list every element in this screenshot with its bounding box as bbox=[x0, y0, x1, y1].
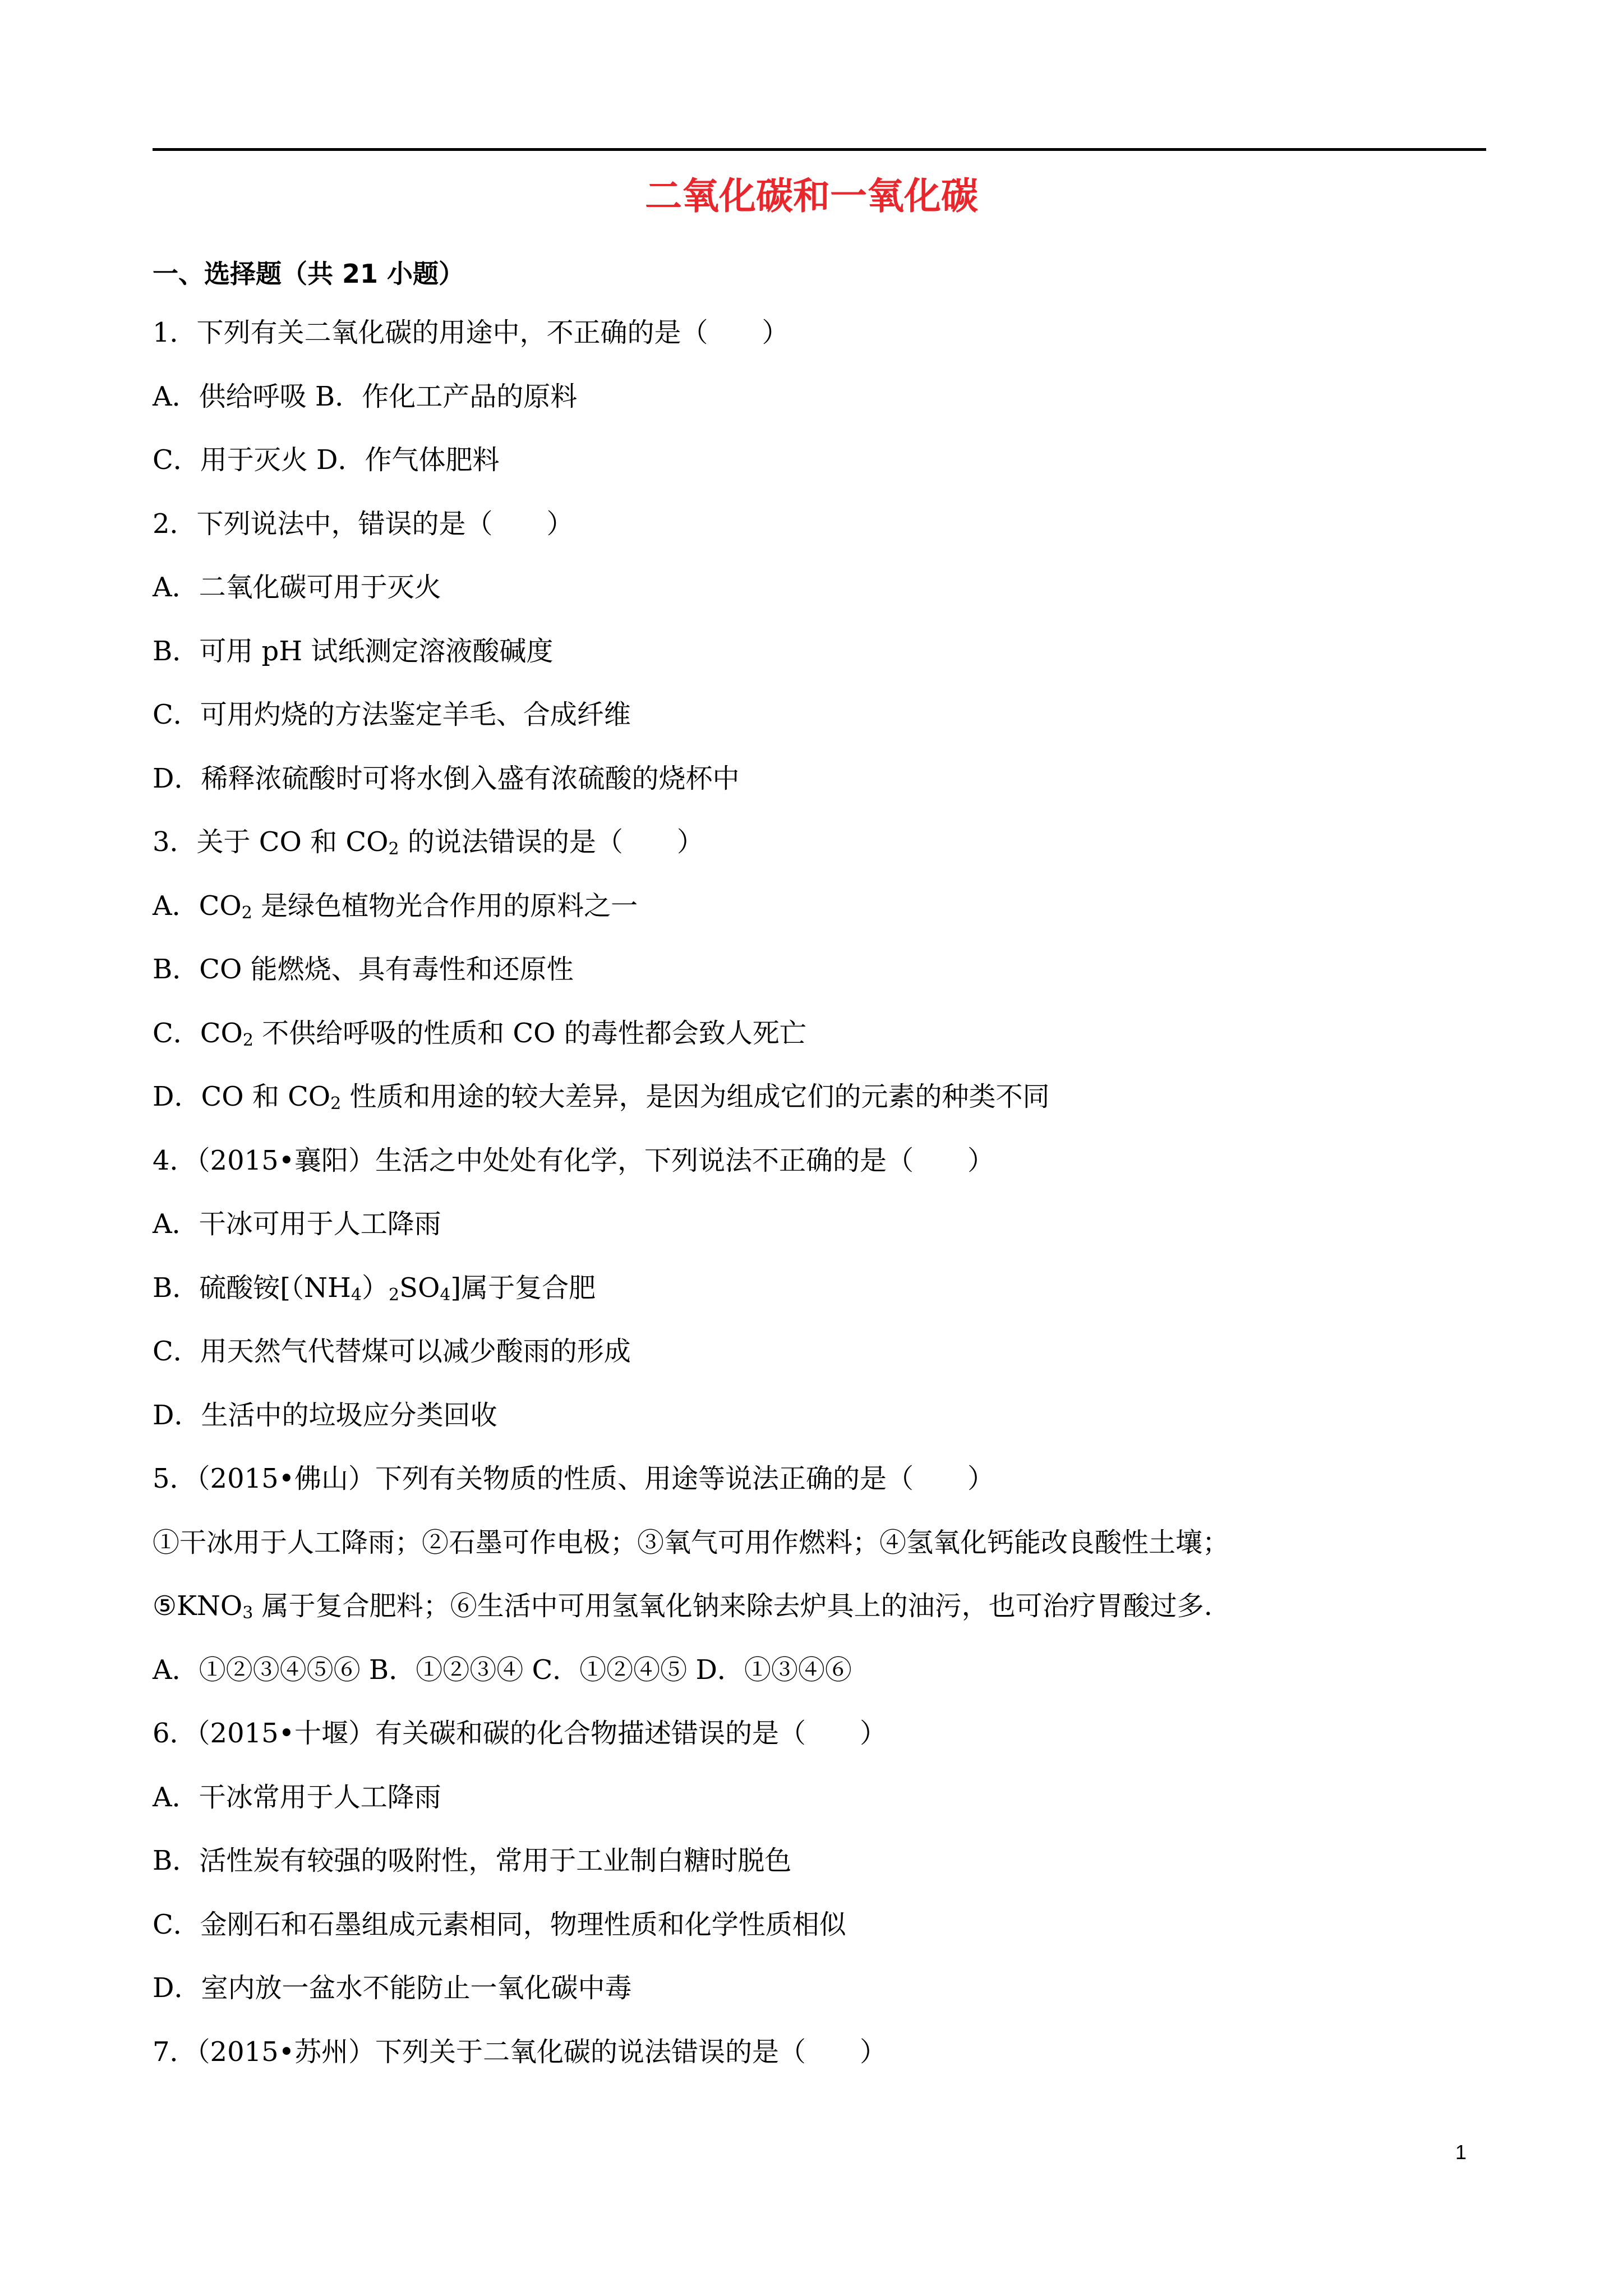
text-segment: C．用于灭火 D．作气体肥料 bbox=[153, 444, 500, 476]
text-segment: ]属于复合肥 bbox=[450, 1272, 596, 1304]
subscript: 2 bbox=[241, 903, 252, 923]
text-line bbox=[153, 1456, 1498, 1501]
text-line bbox=[153, 501, 1498, 546]
text-segment: B．活性炭有较强的吸附性，常用于工业制白糖时脱色 bbox=[153, 1845, 792, 1876]
text-segment: 是绿色植物光合作用的原料之一 bbox=[252, 890, 638, 922]
text-segment: 的说法错误的是（ ） bbox=[399, 826, 704, 858]
text-segment: C．金刚石和石墨组成元素相同，物理性质和化学性质相似 bbox=[153, 1908, 846, 1940]
text-segment: C．可用灼烧的方法鉴定羊毛、合成纤维 bbox=[153, 699, 631, 730]
text-segment: A．二氧化碳可用于灭火 bbox=[153, 572, 441, 603]
text-line bbox=[153, 1838, 1498, 1883]
text-segment: D．室内放一盆水不能防止一氧化碳中毒 bbox=[153, 1972, 632, 2004]
text-segment: D．稀释浓硫酸时可将水倒入盛有浓硫酸的烧杯中 bbox=[153, 762, 740, 794]
text-line bbox=[153, 1902, 1498, 1947]
text-line bbox=[153, 1393, 1498, 1438]
text-segment: B．可用 pH 试纸测定溶液酸碱度 bbox=[153, 635, 554, 667]
text-segment: ①干冰用于人工降雨；②石墨可作电极；③氧气可用作燃料；④氢氧化钙能改良酸性土壤； bbox=[153, 1526, 1230, 1558]
text-line bbox=[153, 1266, 1498, 1310]
text-line bbox=[153, 1648, 1498, 1692]
text-line bbox=[153, 1202, 1498, 1246]
text-segment: A．CO bbox=[153, 890, 242, 922]
text-line bbox=[153, 1584, 1498, 1628]
text-line bbox=[153, 1520, 1498, 1565]
page-title: 二氧化碳和一氧化碳 bbox=[645, 174, 978, 218]
text-line bbox=[153, 1074, 1498, 1119]
text-line bbox=[153, 756, 1498, 801]
text-segment: 3．关于 CO 和 CO bbox=[153, 826, 389, 858]
text-line bbox=[153, 438, 1498, 482]
text-segment: ⑤KNO bbox=[153, 1590, 243, 1622]
text-line bbox=[153, 1329, 1498, 1374]
text-segment: 5．（2015•佛山）下列有关物质的性质、用途等说法正确的是（ ） bbox=[153, 1463, 995, 1494]
text-segment: 属于复合肥料；⑥生活中可用氢氧化钠来除去炉具上的油污，也可治疗胃酸过多. bbox=[253, 1590, 1212, 1622]
text-line bbox=[153, 2030, 1498, 2074]
text-line bbox=[153, 310, 1498, 355]
subscript: 3 bbox=[242, 1603, 253, 1623]
text-segment: 1．下列有关二氧化碳的用途中，不正确的是（ ） bbox=[153, 317, 789, 348]
text-segment: A．①②③④⑤⑥ B．①②③④ C．①②④⑤ D．①③④⑥ bbox=[153, 1654, 852, 1686]
page-number: 1 bbox=[1455, 2141, 1467, 2164]
subscript: 4 bbox=[440, 1285, 451, 1305]
subscript: 2 bbox=[330, 1094, 342, 1114]
text-segment: 性质和用途的较大差异，是因为组成它们的元素的种类不同 bbox=[341, 1081, 1050, 1112]
text-line bbox=[153, 1011, 1498, 1056]
text-segment: D．CO 和 CO bbox=[153, 1081, 331, 1112]
text-segment: 2．下列说法中，错误的是（ ） bbox=[153, 508, 574, 540]
subscript: 2 bbox=[388, 839, 399, 859]
text-line bbox=[153, 884, 1498, 928]
text-line bbox=[153, 692, 1498, 737]
text-line bbox=[153, 1711, 1498, 1756]
text-segment: 4．（2015•襄阳）生活之中处处有化学，下列说法不正确的是（ ） bbox=[153, 1144, 995, 1176]
text-segment: D．生活中的垃圾应分类回收 bbox=[153, 1399, 497, 1431]
text-segment: B．CO 能燃烧、具有毒性和还原性 bbox=[153, 954, 574, 985]
section-heading: 一、选择题（共 21 小题） bbox=[153, 259, 465, 289]
text-segment: A．干冰常用于人工降雨 bbox=[153, 1781, 441, 1813]
text-segment: B．硫酸铵[（NH bbox=[153, 1272, 351, 1304]
text-segment: C．CO bbox=[153, 1017, 243, 1049]
text-line bbox=[153, 1775, 1498, 1820]
text-segment: C．用天然气代替煤可以减少酸雨的形成 bbox=[153, 1336, 631, 1367]
text-line bbox=[153, 1966, 1498, 2010]
text-segment: A．供给呼吸 B．作化工产品的原料 bbox=[153, 380, 578, 412]
text-line bbox=[153, 1138, 1498, 1183]
subscript: 2 bbox=[388, 1285, 400, 1305]
header-rule bbox=[153, 148, 1486, 151]
text-line bbox=[153, 565, 1498, 610]
text-line bbox=[153, 629, 1498, 674]
text-line bbox=[153, 947, 1498, 992]
subscript: 2 bbox=[242, 1030, 253, 1050]
text-segment: ） bbox=[361, 1272, 389, 1304]
text-segment: 不供给呼吸的性质和 CO 的毒性都会致人死亡 bbox=[253, 1017, 806, 1049]
subscript: 4 bbox=[351, 1285, 362, 1305]
text-segment: A．干冰可用于人工降雨 bbox=[153, 1208, 441, 1240]
text-line bbox=[153, 820, 1498, 864]
text-segment: 6．（2015•十堰）有关碳和碳的化合物描述错误的是（ ） bbox=[153, 1718, 887, 1749]
text-segment: SO bbox=[399, 1272, 440, 1304]
text-segment: 7．（2015•苏州）下列关于二氧化碳的说法错误的是（ ） bbox=[153, 2036, 887, 2068]
text-line bbox=[153, 374, 1498, 419]
